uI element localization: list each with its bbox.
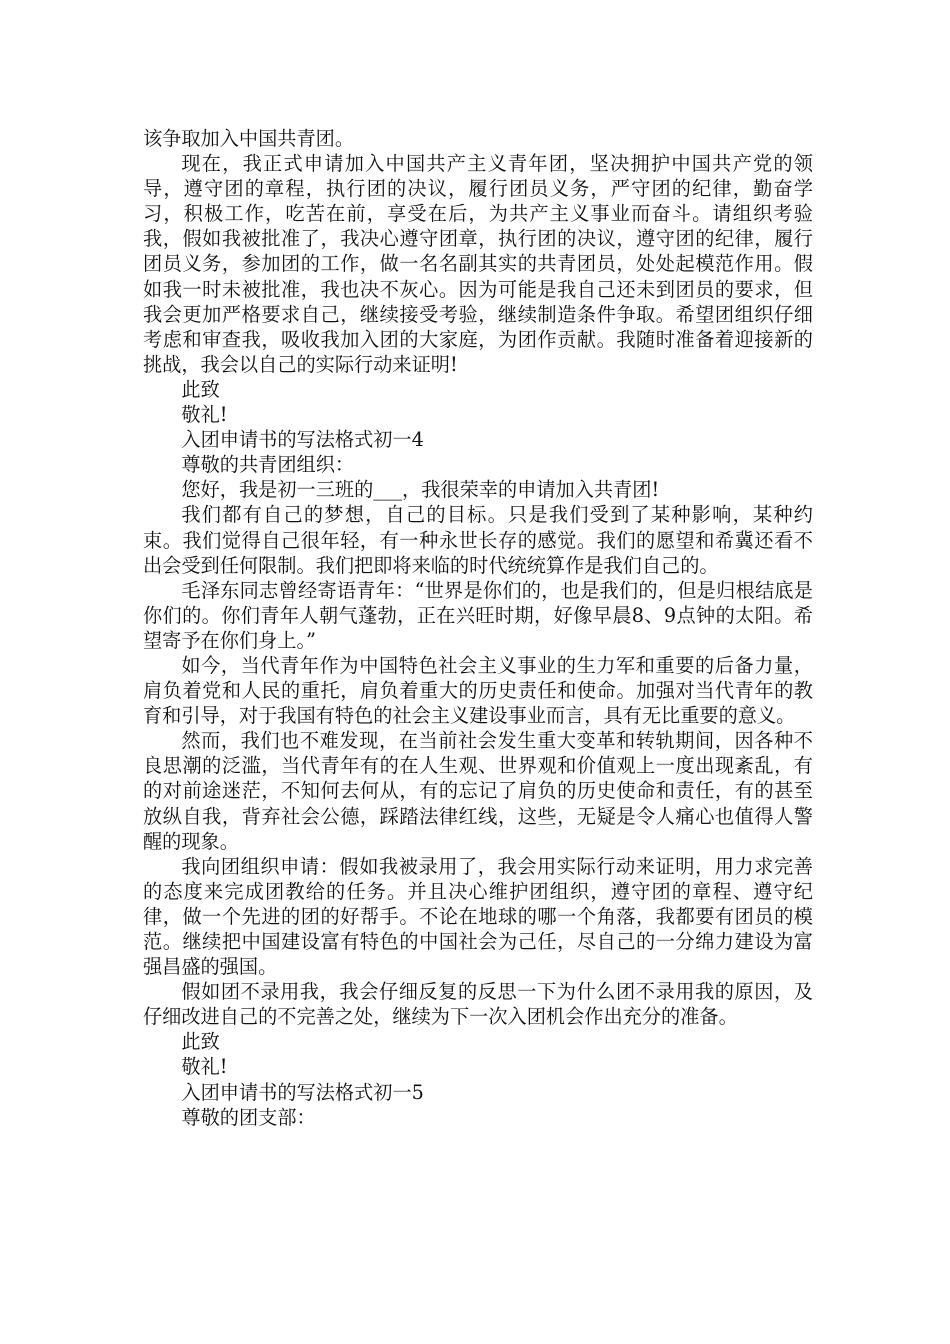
closing-regards-2: 敬礼! [181, 1055, 228, 1079]
paragraph-commitment: 我向团组织申请：假如我被录用了，我会用实际行动来证明，用力求完善的态度来完成团教给的任务。并且决心维护团组织，遵守团的章程、遵守纪律，做一个先进的团的好帮手。不论在地球的哪一个角落，我都要有团员的模范。继续把中国建设富有特色的中国社会为己任，尽自己的一分绵力建设为富强昌盛的强国。 [143, 854, 813, 979]
paragraph-application: 现在，我正式申请加入中国共产主义青年团，坚决拥护中国共产党的领导，遵守团的章程，执行团的决议，履行团员义务，严守团的纪律，勤奋学习，积极工作，吃苦在前，享受在后，为共产主义事业而奋斗。请组织考验我，假如我被批准了，我决心遵守团章，执行团的决议，遵守团的纪律，履行团员义务，参加团的工作，做一名名副其实的共青团员，处处起模范作用。假如我一时未被批准，我也决不灰心。因为可能是我自己还未到团员的要求，但我会更加严格要求自己，继续接受考验，继续制造条件争取。希望团组织仔细考虑和审查我，吸收我加入团的大家庭，为团作贡献。我随时准备着迎接新的挑战，我会以自己的实际行动来证明! [143, 152, 813, 376]
paragraph-reflection: 假如团不录用我，我会仔细反复的反思一下为什么团不录用我的原因，及仔细改进自己的不完善之处，继续为下一次入团机会作出充分的准备。 [143, 980, 813, 1029]
paragraph-continuation: 该争取加入中国共青团。 [143, 127, 355, 150]
paragraph-dreams: 我们都有自己的梦想，自己的目标。只是我们受到了某种影响，某种约束。我们觉得自己很年轻，有一种永世长存的感觉。我们的愿望和希冀还看不出会受到任何限制。我们把即将来临的时代统统算作是我们自己的。 [143, 503, 813, 577]
section-heading-5: 入团申请书的写法格式初一5 [181, 1080, 424, 1104]
paragraph-challenges: 然而，我们也不难发现，在当前社会发生重大变革和转轨期间，因各种不良思潮的泛滥，当代青年有的在人生观、世界观和价值观上一度出现紊乱，有的对前途迷茫，不知何去何从，有的忘记了肩负的历史使命和责任，有的甚至放纵自我，背弃社会公德，踩踏法律红线，这些，无疑是令人痛心也值得人警醒的现象。 [143, 729, 813, 853]
paragraph-youth-role: 如今，当代青年作为中国特色社会主义事业的生力军和重要的后备力量，肩负着党和人民的重托，肩负着重大的历史责任和使命。加强对当代青年的教育和引导，对于我国有特色的社会主义建设事业而言，具有无比重要的意义。 [143, 653, 813, 728]
greeting-intro: 您好，我是初一三班的___，我很荣幸的申请加入共青团! [181, 478, 660, 502]
document-body [143, 126, 813, 1130]
closing-salutation-2: 此致 [181, 1030, 220, 1054]
greeting-addressee: 尊敬的共青团组织： [181, 453, 355, 477]
section-heading-4: 入团申请书的写法格式初一4 [181, 428, 424, 452]
paragraph-quote: 毛泽东同志曾经寄语青年：“世界是你们的，也是我们的，但是归根结底是你们的。你们青年人朝气蓬勃，正在兴旺时期，好像早晨8、9点钟的太阳。希望寄予在你们身上。” [143, 578, 813, 652]
greeting-addressee-2: 尊敬的团支部： [181, 1105, 316, 1129]
closing-regards: 敬礼! [181, 403, 228, 427]
closing-salutation: 此致 [181, 377, 220, 401]
